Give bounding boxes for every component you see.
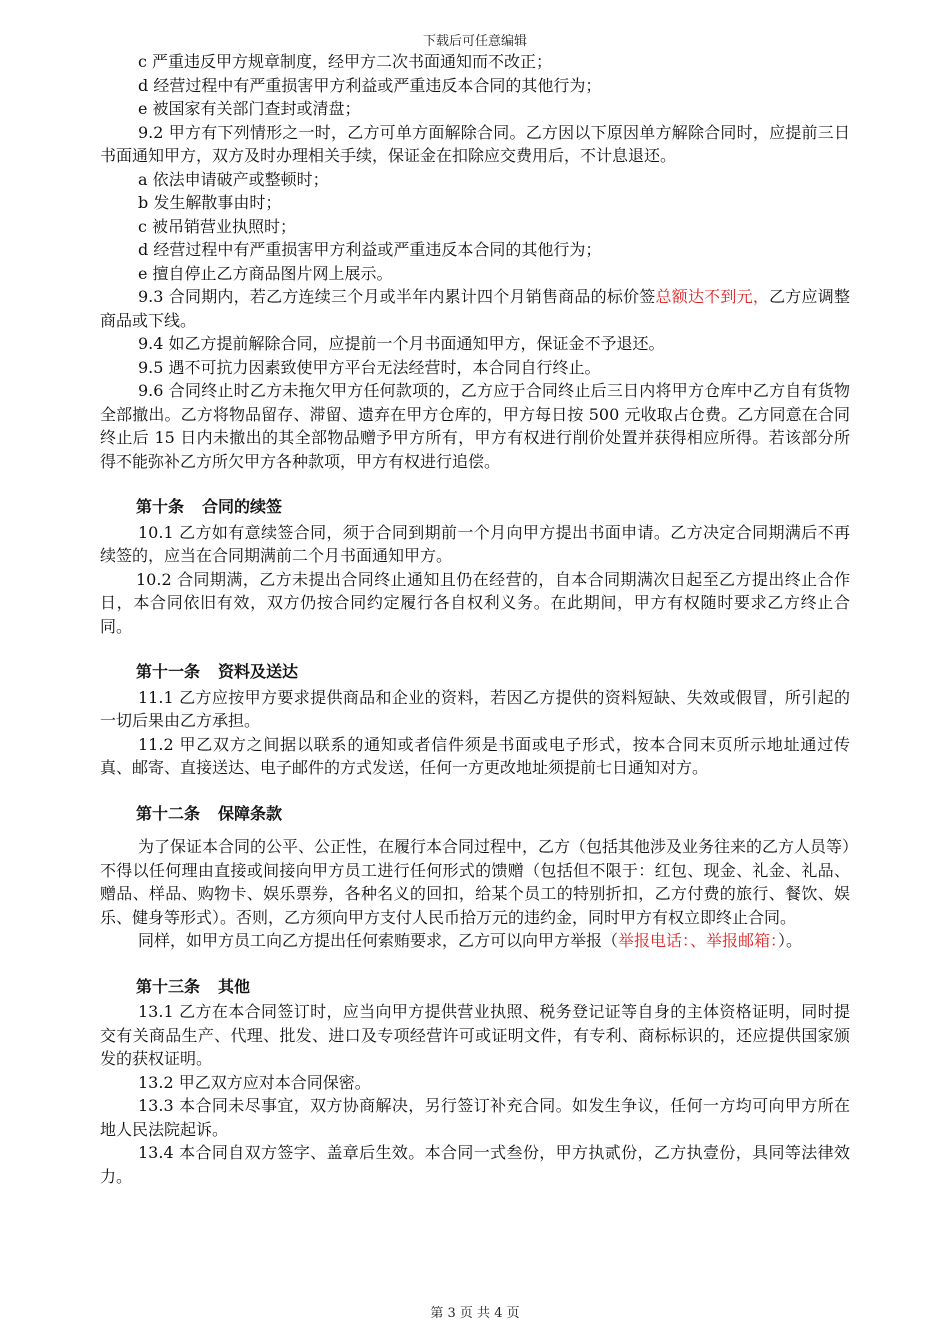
- clause-9-3: [100, 285, 850, 332]
- clause-10-1: 10.1 乙方如有意续签合同，须于合同到期前一个月向甲方提出书面申请。乙方决定合同期满后不再续签的，应当在合同期满前二个月书面通知甲方。: [100, 522, 850, 565]
- clause-9-1-d: d 经营过程中有严重损害甲方利益或严重违反本合同的其他行为；: [138, 75, 602, 95]
- clause-11-2: 11.2 甲乙双方之间据以联系的通知或者信件须是书面或电子形式，按本合同末页所示地址通过传真、邮寄、直接送达、电子邮件的方式发送，任何一方更改地址须提前七日通知对方。: [100, 734, 850, 777]
- clause-9-4: 9.4 如乙方提前解除合同，应提前一个月书面通知甲方，保证金不予退还。: [138, 334, 665, 353]
- clause-9-3-text-a: 9.3 合同期内，若乙方连续三个月或半年内累计四个月销售商品的标价签: [138, 287, 656, 306]
- clause-11-1: 11.1 乙方应按甲方要求提供商品和企业的资料，若因乙方提供的资料短缺、失效或假冒，所引起的一切后果由乙方承担。: [100, 687, 850, 730]
- clause-13-2: 13.2 甲乙双方应对本合同保密。: [138, 1072, 371, 1092]
- section-11-heading: [100, 660, 850, 684]
- section-13-heading: [100, 975, 850, 999]
- section-11-title: 资料及送达: [218, 662, 299, 681]
- clause-13-3: 13.3 本合同未尽事宜，双方协商解决，另行签订补充合同。如发生争议，任何一方均可向甲方所在地人民法院起诉。: [100, 1096, 850, 1139]
- section-10-title: 合同的续签: [202, 497, 283, 516]
- clause-9-2: 9.2 甲方有下列情形之一时，乙方可单方面解除合同。乙方因以下原因单方解除合同时，应提前三日书面通知甲方，双方及时办理相关手续，保证金在扣除应交费用后，不计息退还。: [100, 122, 850, 165]
- clause-12-2: [100, 929, 850, 953]
- document-body: [100, 50, 850, 1188]
- clause-10-2: 10.2 合同期满，乙方未提出合同终止通知且仍在经营的，自本合同期满次日起至乙方提出终止合作日，本合同依旧有效，双方仍按合同约定履行各自权利义务。在此期间，甲方有权随时要求乙方终止合同。: [100, 569, 850, 636]
- section-13-title: 其他: [218, 976, 251, 996]
- clause-9-2-e: e 擅自停止乙方商品图片网上展示。: [138, 263, 393, 283]
- clause-9-2-c: c 被吊销营业执照时；: [138, 216, 297, 236]
- clause-9-2-d: d 经营过程中有严重损害甲方利益或严重违反本合同的其他行为；: [138, 240, 602, 259]
- clause-9-3-highlight: 总额达不到元，: [655, 287, 770, 306]
- clause-12-2-text-b: ）。: [778, 931, 803, 950]
- section-11-number: 第十一条: [136, 662, 201, 681]
- page-footer: 第 3 页 共 4 页: [430, 1306, 520, 1321]
- clause-9-1-c: c 严重违反甲方规章制度，经甲方二次书面通知而不改正；: [138, 52, 553, 71]
- clause-13-4: 13.4 本合同自双方签字、盖章后生效。本合同一式叁份，甲方执贰份，乙方执壹份，具同等法律效力。: [100, 1143, 850, 1186]
- clause-9-6: 9.6 合同终止时乙方未拖欠甲方任何款项的，乙方应于合同终止后三日内将甲方仓库中乙方自有货物全部撤出。乙方将物品留存、滞留、遗弃在甲方仓库的，甲方每日按 500 元收取占仓费。乙方同意在合同终止后 15 日内未撤出的其全部物品赠予甲方所有，甲方有权进行削价处置并获得相应所得。若该部分所得不能弥补乙方所欠甲方各种款项，甲方有权进行追偿。: [100, 381, 850, 471]
- clause-9-2-b: b 发生解散事由时；: [138, 193, 282, 212]
- clause-9-2-a: a 依法申请破产或整顿时；: [138, 169, 329, 189]
- report-contact-highlight: 举报电话：、举报邮箱：: [618, 931, 779, 950]
- section-12-number: 第十二条: [136, 803, 201, 823]
- clause-9-3-text-b: 乙方应调整商品或下线。: [100, 287, 850, 330]
- clause-9-1-e: e 被国家有关部门查封或清盘；: [138, 99, 361, 118]
- section-12-title: 保障条款: [218, 803, 283, 823]
- clause-9-5: 9.5 遇不可抗力因素致使甲方平台无法经营时，本合同自行终止。: [138, 357, 601, 377]
- page-header: 下载后可任意编辑: [422, 34, 527, 49]
- clause-13-1: 13.1 乙方在本合同签订时，应当向甲方提供营业执照、税务登记证等自身的主体资格证明，同时提交有关商品生产、代理、批发、进口及专项经营许可或证明文件，有专利、商标标识的，还应提供国家颁发的获权证明。: [100, 1002, 850, 1068]
- section-12-heading: [100, 802, 850, 826]
- clause-12-2-text-a: 同样，如甲方员工向乙方提出任何索贿要求，乙方可以向甲方举报（: [138, 931, 619, 950]
- section-10-number: 第十条: [136, 497, 185, 516]
- clause-12-1: 为了保证本合同的公平、公正性，在履行本合同过程中，乙方（包括其他涉及业务往来的乙方人员等）不得以任何理由直接或间接向甲方员工进行任何形式的馈赠（包括但不限于：红包、现金、礼金、礼品、赠品、样品、购物卡、娱乐票券，各种名义的回扣，给某个员工的特别折扣，乙方付费的旅行、餐饮、娱乐、健身等形式）。否则，乙方须向甲方支付人民币拾万元的违约金，同时甲方有权立即终止合同。: [100, 837, 851, 927]
- section-13-number: 第十三条: [136, 976, 201, 996]
- section-10-heading: [100, 495, 850, 519]
